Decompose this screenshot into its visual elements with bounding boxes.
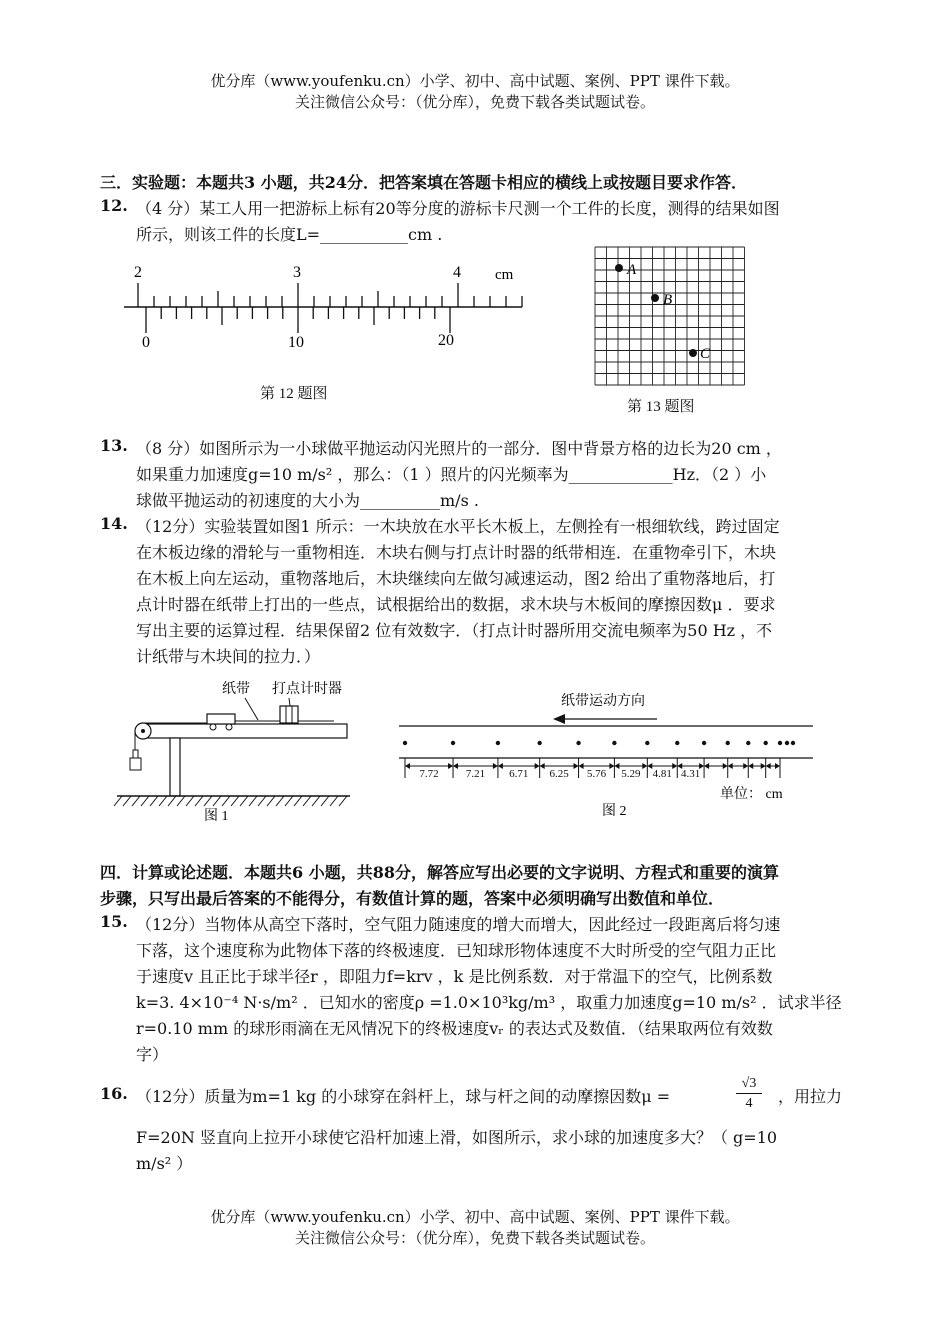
tape-dot [785,741,789,745]
dimension-arrow [448,763,453,769]
q15-line-2: 下落，这个速度称为此物体下落的终极速度．已知球形物体速度不大时所受的空气阻力正比 [136,941,777,960]
ground-hatch [258,796,266,806]
tape-dot [576,741,580,745]
dimension-arrow [579,763,584,769]
ground-hatch [330,796,338,806]
q14-number: 14. [100,514,128,533]
dimension-arrow [672,763,677,769]
q16-fraction [736,1074,762,1114]
dimension-arrow [761,763,766,769]
vernier-label-20: 20 [438,332,454,349]
ground-hatch [177,796,185,806]
q15-number: 15. [100,912,128,931]
dimension-arrow [614,763,619,769]
ground-hatch [123,796,131,806]
tape-dot [763,741,767,745]
section3-title: 三．实验题：本题共3 小题，共24分．把答案填在答题卡相应的横线上或按题目要求作答． [100,173,747,192]
ground-hatch [150,796,158,806]
q16-line-3: m/s² ） [136,1154,193,1173]
point-c [689,349,697,357]
q14-line-3: 在木板上向左运动，重物落地后，木块继续向左做匀减速运动，图2 给出了重物落地后，打 [136,569,776,588]
main-label-2: 2 [134,264,142,281]
interval-label: 7.72 [419,768,439,780]
q12-number: 12. [100,196,128,215]
dimension-arrow [647,763,652,769]
section4-line-2: 步骤，只写出最后答案的不能得分，有数值计算的题，答案中必须明确写出数值和单位． [100,889,725,908]
interval-label: 7.21 [465,768,486,780]
tape-dot [496,741,500,745]
ground-hatch [141,796,149,806]
main-label-unit: cm [495,267,514,283]
vernier-label-0: 0 [142,334,150,351]
tape-dot [612,741,616,745]
footer-line-1: 优分库（www.youfenku.cn）小学、初中、高中试题、案例、PPT 课件下载。 [210,1208,740,1226]
fraction-numerator: √3 [736,1074,762,1094]
tape-dot [451,741,455,745]
ground-hatch [204,796,212,806]
ground-hatch [231,796,239,806]
vernier-label-10: 10 [288,334,304,351]
ground-hatch [222,796,230,806]
dimension-arrow [405,763,410,769]
footer-line-2: 关注微信公众号：（优分库），免费下载各类试题试卷。 [294,1229,655,1247]
q12-caption: 第 12 题图 [260,386,328,402]
header-line-2: 关注微信公众号：（优分库），免费下载各类试题试卷。 [294,93,655,111]
label-timer: 打点计时器 [272,682,342,697]
section4-line-1: 四．计算或论述题．本题共6 小题，共88分，解答应写出必要的文字说明、方程式和重要的演算 [100,863,779,882]
q14-figure-1 [112,676,362,826]
interval-label: 6.25 [549,768,569,780]
dimension-arrow [535,763,540,769]
ground-hatch [303,796,311,806]
interval-label: 4.81 [652,768,672,780]
ground-hatch [339,796,347,806]
dimension-arrow [540,763,545,769]
dimension-arrow [775,763,780,769]
dimension-arrow [766,763,771,769]
tape-dot [791,741,795,745]
tape-dot [537,741,541,745]
ground-hatch [159,796,167,806]
ground-hatch [186,796,194,806]
q15-line-3: 于速度v 且正比于球半径r ，即阻力f=krv ，k 是比例系数．对于常温下的空气，比例系数 [136,967,773,986]
header-line-1: 优分库（www.youfenku.cn）小学、初中、高中试题、案例、PPT 课件下载。 [210,72,740,90]
ground-hatch [267,796,275,806]
point-a-label: A [627,262,637,278]
direction-label: 纸带运动方向 [561,694,645,709]
dimension-arrow [493,763,498,769]
main-label-3: 3 [293,264,301,281]
point-a [615,264,623,272]
tape-dot [746,741,750,745]
fig1-caption: 图 1 [204,809,229,824]
ground-hatch [240,796,248,806]
point-b [651,294,659,302]
interval-label: 5.29 [621,768,641,780]
ground-hatch [168,796,176,806]
tape-dot [702,741,706,745]
ground-hatch [312,796,320,806]
ground-hatch [276,796,284,806]
vernier-caliper-figure [118,255,538,375]
interval-label: 4.31 [681,768,701,780]
fig2-caption: 图 2 [602,804,627,819]
q12-line-2: 所示，则该工件的长度L=___________cm . [136,225,443,244]
tape-dot [645,741,649,745]
dimension-arrow [728,763,733,769]
dimension-arrow [748,763,753,769]
dimension-arrow [642,763,647,769]
q15-line-1: （12分）当物体从高空下落时，空气阻力随速度的增大而增大，因此经过一段距离后将匀速 [136,915,781,934]
q16-number: 16. [100,1084,128,1103]
interval-label: 6.71 [509,768,529,780]
q15-line-6: 字） [136,1045,169,1064]
point-b-label: B [663,292,673,308]
point-c-label: C [700,346,711,362]
fraction-denominator: 4 [745,1096,753,1111]
q16-line-1a: （12分）质量为m=1 kg 的小球穿在斜杆上，球与杆之间的动摩擦因数μ = [136,1087,671,1106]
q13-fig-caption: 第 13 题图 [627,399,695,415]
q14-figure-2 [395,686,820,821]
main-label-4: 4 [453,264,461,281]
ground-hatch [114,796,122,806]
dimension-arrow [574,763,579,769]
q13-line-1: （8 分）如图所示为一小球做平抛运动闪光照片的一部分．图中背景方格的边长为20 cm ， [136,439,782,458]
dimension-arrow [498,763,503,769]
ground-hatch [213,796,221,806]
q15-line-4: k=3. 4×10⁻⁴ N·s/m² ．已知水的密度ρ =1.0×10³kg/m³ ，取重力加速度g=10 m/s² ．试求半径 [136,993,842,1012]
ground-hatch [249,796,257,806]
ground-hatch [285,796,293,806]
dimension-arrow [609,763,614,769]
q16-line-2: F=20N 竖直向上拉开小球使它沿杆加速上滑，如图所示，求小球的加速度多大？（ g=10 [136,1128,778,1147]
ground-hatch [294,796,302,806]
q13-grid-figure [592,244,748,388]
dimension-arrow [453,763,458,769]
unit-label: 单位： cm [720,787,783,802]
dimension-arrow [743,763,748,769]
q14-line-2: 在木板边缘的滑轮与一重物相连．木块右侧与打点计时器的纸带相连．在重物牵引下，木块 [136,543,777,562]
label-tape: 纸带 [222,682,250,697]
q12-line-1: （4 分）某工人用一把游标上标有20等分度的游标卡尺测一个工件的长度，测得的结果如图 [136,199,780,218]
tape-dot [778,741,782,745]
q13-line-3: 球做平抛运动的初速度的大小为__________m/s . [136,491,479,510]
ground-hatch [321,796,329,806]
tape-dot [403,741,407,745]
ground-hatch [132,796,140,806]
q14-line-4: 点计时器在纸带上打出的一些点，试根据给出的数据，求木块与木板间的摩擦因数μ ．要求 [136,595,776,614]
tape-dot [726,741,730,745]
ground-hatch [195,796,203,806]
tape-dot [675,741,679,745]
q15-line-5: r=0.10 mm 的球形雨滴在无风情况下的终极速度vᵣ 的表达式及数值．（结果取两位有效数 [136,1019,773,1038]
interval-label: 5.76 [586,768,607,780]
dimension-arrow [723,763,728,769]
q14-line-5: 写出主要的运算过程．结果保留2 位有效数字．（打点计时器所用交流电频率为50 Hz ，不 [136,621,773,640]
q16-line-1b: ，用拉力 [778,1087,843,1106]
q14-line-1: （12分）实验装置如图1 所示：一木块放在水平长木板上，左侧拴有一根细软线，跨过固定 [136,517,780,536]
dimension-arrow [704,763,709,769]
q14-line-6: 计纸带与木块间的拉力．） [136,647,321,666]
q13-number: 13. [100,436,128,455]
q13-line-2: 如果重力加速度g=10 m/s² ，那么：（1 ）照片的闪光频率为_____________Hz．（2 ）小 [136,465,767,484]
